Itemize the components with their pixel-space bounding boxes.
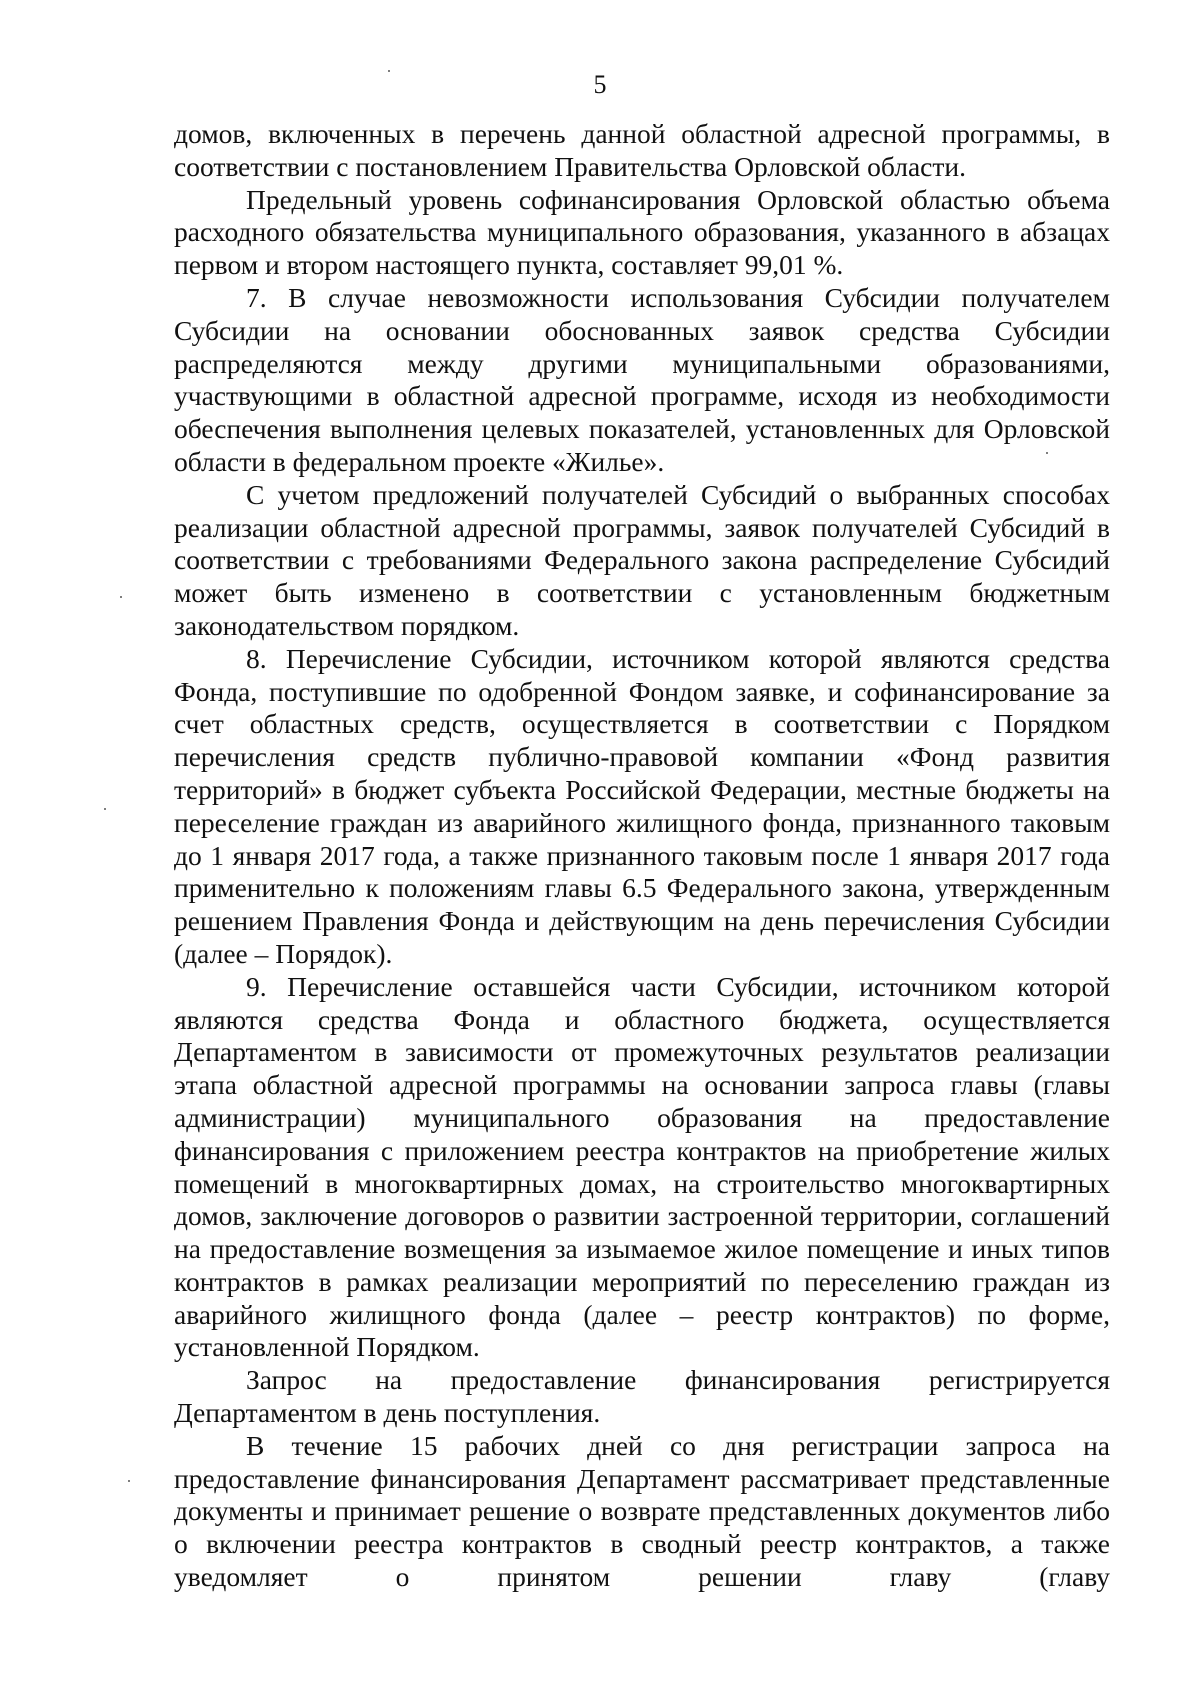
scan-speck <box>1046 452 1048 454</box>
scan-speck <box>120 596 122 598</box>
document-body <box>174 118 1110 1594</box>
paragraph: 7. В случае невозможности использования Субсидии получателем Субсидии на основании обоснованных заявок средства Субсидии распределяются между другими муниципальными образованиями, участвующими в областной адресной программе, исходя из необходимости обеспечения выполнения целевых показателей, установленных для Орловской области в федеральном проекте «Жилье». <box>174 281 1110 477</box>
paragraph: Предельный уровень софинансирования Орловской областью объема расходного обязательства муниципального образования, указанного в абзацах первом и втором настоящего пункта, составляет 99,01 %. <box>174 183 1110 281</box>
paragraph: 9. Перечисление оставшейся части Субсидии, источником которой являются средства Фонда и областного бюджета, осуществляется Департаментом в зависимости от промежуточных результатов реализации этапа областной адресной программы на основании запроса главы (главы администрации) муниципального образования на предоставление финансирования с приложением реестра контрактов на приобретение жилых помещений в многоквартирных домах, на строительство многоквартирных домов, заключение договоров о развитии застроенной территории, соглашений на предоставление возмещения за изымаемое жилое помещение и иных типов контрактов в рамках реализации мероприятий по переселению граждан из аварийного жилищного фонда (далее – реестр контрактов) по форме, установленной Порядком. <box>174 970 1110 1363</box>
scan-speck <box>388 70 390 72</box>
paragraph: 8. Перечисление Субсидии, источником которой являются средства Фонда, поступившие по одобренной Фондом заявке, и софинансирование за счет областных средств, осуществляется в соответствии с Порядком перечисления средств публично-правовой компании «Фонд развития территорий» в бюджет субъекта Российской Федерации, местные бюджеты на переселение граждан из аварийного жилищного фонда, признанного таковым до 1 января 2017 года, а также признанного таковым после 1 января 2017 года применительно к положениям главы 6.5 Федерального закона, утвержденным решением Правления Фонда и действующим на день перечисления Субсидии (далее – Порядок). <box>174 642 1110 969</box>
paragraph: В течение 15 рабочих дней со дня регистрации запроса на предоставление финансирования Департамент рассматривает представленные документы и принимает решение о возврате представленных документов либо о включении реестра контрактов в сводный реестр контрактов, а также уведомляет о принятом решении главу (главу <box>174 1429 1110 1593</box>
page-number: 5 <box>593 70 607 99</box>
scan-speck <box>128 1480 130 1482</box>
paragraph: Запрос на предоставление финансирования регистрируется Департаментом в день поступления. <box>174 1364 1110 1429</box>
paragraph: домов, включенных в перечень данной областной адресной программы, в соответствии с постановлением Правительства Орловской области. <box>174 118 1110 182</box>
paragraph: С учетом предложений получателей Субсидий о выбранных способах реализации областной адресной программы, заявок получателей Субсидий в соответствии с требованиями Федерального закона распределение Субсидий может быть изменено в соответствии с установленным бюджетным законодательством порядком. <box>174 478 1110 641</box>
scan-speck <box>104 808 106 810</box>
